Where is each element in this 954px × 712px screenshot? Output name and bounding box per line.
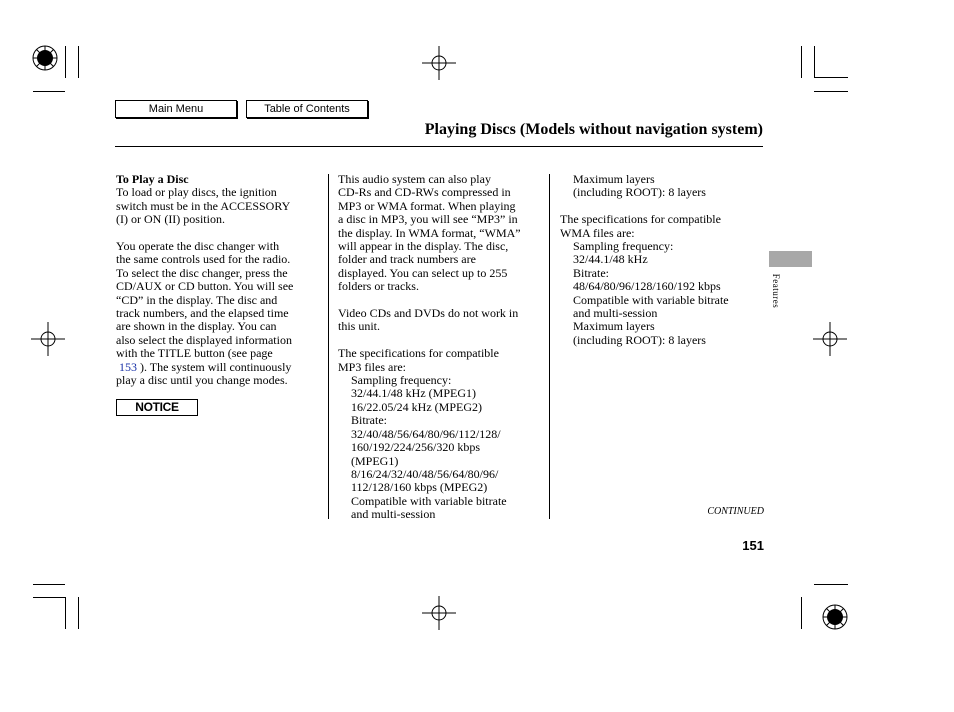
registration-crosshair-icon: [31, 322, 65, 356]
text-line: play a disc until you change modes.: [116, 373, 288, 388]
page-153-link[interactable]: 153: [119, 359, 137, 374]
table-of-contents-button[interactable]: Table of Contents: [246, 100, 368, 118]
text-line: CD-Rs and CD-RWs compressed in: [338, 185, 511, 200]
crop-mark: [78, 597, 79, 629]
spec-line: Maximum layers: [573, 172, 655, 186]
spec-line: (including ROOT): 8 layers: [573, 332, 706, 347]
spec-line: 160/192/224/256/320 kbps: [351, 440, 481, 455]
text-line: folders or tracks.: [338, 279, 419, 294]
text-line: switch must be in the ACCESSORY: [116, 198, 291, 213]
text-line: MP3 or WMA format. When playing: [338, 198, 516, 213]
continued-label: CONTINUED: [707, 506, 764, 517]
crop-mark: [814, 77, 848, 78]
spec-line: Maximum layers: [573, 319, 655, 334]
text-fragment: ). The system will continuously: [140, 359, 292, 374]
registration-crosshair-icon: [422, 596, 456, 630]
registration-sun-icon: [31, 44, 59, 72]
spec-line: 32/44.1/48 kHz (MPEG1): [351, 386, 476, 401]
crop-mark: [814, 584, 848, 585]
registration-sun-icon: [821, 603, 849, 631]
text-line: the display. In WMA format, “WMA”: [338, 225, 521, 240]
text-line: The specifications for compatible: [338, 346, 499, 361]
section-side-label: Features: [771, 273, 781, 309]
crop-mark: [78, 46, 79, 78]
spec-line: Bitrate:: [351, 413, 387, 428]
page-title: Playing Discs (Models without navigation system): [424, 121, 763, 138]
text-line: To load or play discs, the ignition: [116, 185, 277, 200]
text-line: WMA files are:: [560, 225, 635, 240]
registration-crosshair-icon: [422, 46, 456, 80]
text-line: MP3 files are:: [338, 359, 406, 374]
text-line: a disc in MP3, you will see “MP3” in: [338, 212, 518, 227]
crop-mark: [801, 597, 802, 629]
spec-line: Sampling frequency:: [351, 373, 452, 388]
spec-line: Compatible with variable bitrate: [351, 493, 507, 508]
spec-line: Sampling frequency:: [573, 239, 674, 254]
crop-mark: [65, 46, 66, 78]
column-divider: [328, 174, 329, 519]
spec-line: 48/64/80/96/128/160/192 kbps: [573, 279, 721, 294]
crop-mark: [33, 91, 65, 92]
notice-button[interactable]: NOTICE: [116, 399, 198, 416]
text-line: “CD” in the display. The disc and: [116, 292, 278, 307]
spec-line: (MPEG1): [351, 453, 399, 468]
text-line: with the TITLE button (see page: [116, 346, 273, 361]
text-line: CD/AUX or CD button. You will see: [116, 279, 294, 294]
crop-mark: [801, 46, 802, 78]
spec-line: and multi-session: [573, 306, 658, 321]
text-line: will appear in the display. The disc,: [338, 239, 509, 254]
text-line: displayed. You can select up to 255: [338, 265, 508, 280]
spec-line: Compatible with variable bitrate: [573, 292, 729, 307]
text-line: The specifications for compatible: [560, 212, 721, 227]
text-line: the same controls used for the radio.: [116, 252, 291, 267]
text-line: [116, 361, 293, 374]
spec-line: 8/16/24/32/40/48/56/64/80/96/: [351, 466, 499, 481]
column-3: [560, 173, 729, 347]
crop-mark: [33, 597, 65, 598]
text-line: are shown in the display. You can: [116, 319, 277, 334]
crop-mark: [814, 46, 815, 78]
text-line: track numbers, and the elapsed time: [116, 306, 289, 321]
spec-line: Bitrate:: [573, 265, 609, 280]
spec-line: 16/22.05/24 kHz (MPEG2): [351, 399, 482, 414]
crop-mark: [814, 91, 848, 92]
spec-line: and multi-session: [351, 507, 436, 522]
spec-line: 32/40/48/56/64/80/96/112/128/: [351, 426, 501, 441]
registration-crosshair-icon: [813, 322, 847, 356]
section-heading: To Play a Disc: [116, 172, 189, 186]
crop-mark: [33, 584, 65, 585]
text-line: Video CDs and DVDs do not work in: [338, 306, 519, 321]
page-number: 151: [742, 538, 764, 553]
text-line: this unit.: [338, 319, 381, 334]
spec-line: 32/44.1/48 kHz: [573, 252, 648, 267]
column-divider: [549, 174, 550, 519]
text-line: folder and track numbers are: [338, 252, 476, 267]
spec-line: 112/128/160 kbps (MPEG2): [351, 480, 488, 495]
text-line: You operate the disc changer with: [116, 239, 280, 254]
crop-mark: [65, 597, 66, 629]
text-line: (I) or ON (II) position.: [116, 212, 225, 227]
text-line: This audio system can also play: [338, 172, 491, 186]
column-2: [338, 173, 521, 522]
column-1: [116, 173, 293, 387]
text-line: also select the displayed information: [116, 332, 292, 347]
text-line: To select the disc changer, press the: [116, 265, 288, 280]
title-rule: [115, 146, 763, 147]
main-menu-button[interactable]: Main Menu: [115, 100, 237, 118]
spec-line: (including ROOT): 8 layers: [573, 185, 706, 200]
